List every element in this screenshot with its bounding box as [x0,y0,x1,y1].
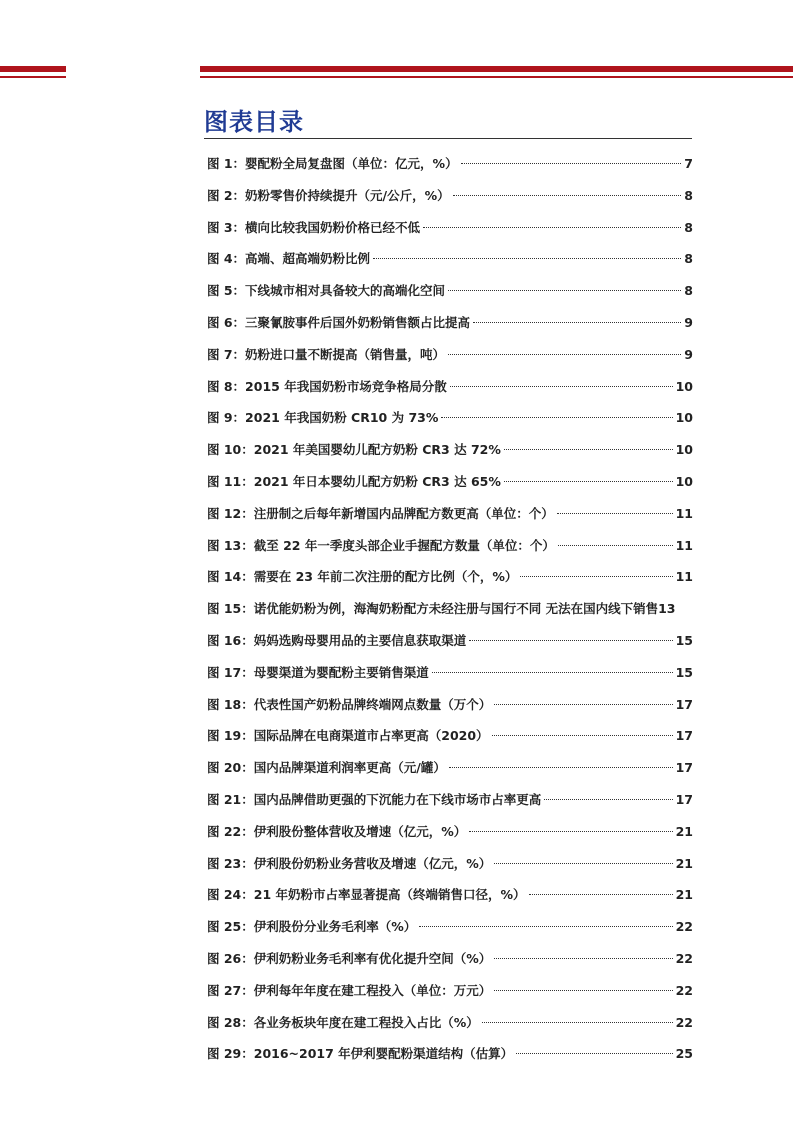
toc-entry-page: 17 [675,728,693,744]
dot-leader [449,767,673,768]
dot-leader [520,576,672,577]
toc-entry-page: 17 [675,760,693,776]
header-bar-left-thin [0,76,66,78]
toc-entry-label: 图 5：下线城市相对具备较大的高端化空间 [207,283,446,299]
toc-entry[interactable] [207,625,693,657]
toc-entry[interactable] [207,816,693,848]
toc-entry[interactable] [207,911,693,943]
toc-entry[interactable] [207,720,693,752]
dot-leader [469,640,672,641]
toc-entry[interactable] [207,943,693,975]
toc-entry-page: 11 [675,569,693,585]
toc-entry-label: 图 25：伊利股份分业务毛利率（%） [207,919,417,935]
toc-entry-label: 图 16：妈妈选购母婴用品的主要信息获取渠道 [207,632,467,648]
toc-entry-page: 22 [675,1014,693,1030]
toc-entry[interactable] [207,243,693,275]
header-bar-left [0,66,66,72]
toc-entry-page: 17 [675,696,693,712]
toc-entry-page: 15 [675,664,693,680]
toc-entry-label: 图 4：高端、超高端奶粉比例 [207,251,371,267]
dot-leader [482,1022,673,1023]
toc-entry[interactable] [207,434,693,466]
toc-entry-page: 10 [675,378,693,394]
toc-entry-label: 图 12：注册制之后每年新增国内品牌配方数更高（单位：个） [207,505,554,521]
dot-leader [494,863,672,864]
toc-entry-page: 10 [675,442,693,458]
dot-leader [423,227,681,228]
dot-leader [504,481,673,482]
toc-entry-page: 22 [675,950,693,966]
toc-entry-label: 图 21：国内品牌借助更强的下沉能力在下线市场市占率更高 [207,791,542,807]
dot-leader [529,894,673,895]
toc-entry-page: 7 [684,156,693,171]
toc-entry-label: 图 23：伊利股份奶粉业务营收及增速（亿元，%） [207,855,492,871]
toc-entry-label: 图 18：代表性国产奶粉品牌终端网点数量（万个） [207,696,492,712]
toc-entry-page: 8 [684,283,693,299]
toc-entry[interactable] [207,180,693,212]
dot-leader [450,386,673,387]
toc-entry-page: 10 [675,473,693,489]
toc-entry[interactable] [207,466,693,498]
toc-entry-label: 图 29：2016~2017 年伊利婴配粉渠道结构（估算） [207,1046,514,1062]
toc-entry[interactable] [207,689,693,721]
toc-entry-label: 图 6：三聚氰胺事件后国外奶粉销售额占比提高 [207,314,471,330]
dot-leader [469,831,672,832]
toc-entry[interactable] [207,752,693,784]
toc-entry-page: 10 [675,410,693,426]
toc-entry-page: 21 [675,855,693,871]
dot-leader [492,735,673,736]
toc-entry-page: 9 [684,314,693,330]
dot-leader [504,449,673,450]
toc-entry[interactable] [207,784,693,816]
toc-entry[interactable] [207,975,693,1007]
toc-entry-page: 11 [675,505,693,521]
toc-entry[interactable] [207,879,693,911]
header-bar-right [200,66,793,72]
page-title: 图表目录 [204,108,304,136]
toc-entry-label: 图 14：需要在 23 年前二次注册的配方比例（个，%） [207,569,518,585]
toc-entry-page: 21 [675,823,693,839]
toc-entry-label: 图 22：伊利股份整体营收及增速（亿元，%） [207,823,467,839]
toc-entry-page: 8 [684,187,693,203]
toc-entry-label: 图 7：奶粉进口量不断提高（销售量，吨） [207,346,446,362]
toc-entry[interactable] [207,848,693,880]
toc-entry[interactable] [207,212,693,244]
toc-entry[interactable] [207,1007,693,1039]
dot-leader [448,354,681,355]
toc-entry[interactable] [207,593,693,625]
dot-leader [516,1053,672,1054]
toc-entry-label: 图 28：各业务板块年度在建工程投入占比（%） [207,1014,479,1030]
toc-entry-page: 13 [658,601,676,617]
dot-leader [473,322,681,323]
toc-entry[interactable] [207,1038,693,1070]
toc-entry-label: 图 27：伊利每年年度在建工程投入（单位：万元） [207,982,492,998]
toc-entry[interactable] [207,339,693,371]
toc-entry-label: 图 17：母婴渠道为婴配粉主要销售渠道 [207,664,429,680]
header-bar-right-thin [200,76,793,78]
toc-entry[interactable] [207,498,693,530]
toc-entry-label: 图 1：婴配粉全局复盘图（单位：亿元，%） [207,156,458,171]
toc-entry[interactable] [207,148,693,180]
title-divider [204,138,692,139]
toc-entry[interactable] [207,275,693,307]
toc-entry-label: 图 13：截至 22 年一季度头部企业手握配方数量（单位：个） [207,537,555,553]
toc-entry-label: 图 26：伊利奶粉业务毛利率有优化提升空间（%） [207,950,492,966]
toc-entry[interactable] [207,530,693,562]
toc-entry[interactable] [207,657,693,689]
toc-entry-page: 22 [675,982,693,998]
toc-entry-page: 17 [675,791,693,807]
toc-entry-label: 图 2：奶粉零售价持续提升（元/公斤，%） [207,187,450,203]
toc-entry-page: 8 [684,219,693,235]
toc-entry-label: 图 19：国际品牌在电商渠道市占率更高（2020） [207,728,489,744]
toc-entry-page: 15 [675,632,693,648]
toc-entry-page: 8 [684,251,693,267]
dot-leader [419,926,672,927]
toc-entry-label: 图 24：21 年奶粉市占率显著提高（终端销售口径，%） [207,887,526,903]
toc-entry-page: 21 [675,887,693,903]
dot-leader [557,513,673,514]
dot-leader [494,990,672,991]
toc-entry[interactable] [207,561,693,593]
dot-leader [494,704,672,705]
dot-leader [432,672,673,673]
dot-leader [544,799,672,800]
dot-leader [441,417,672,418]
toc-entry-label: 图 20：国内品牌渠道利润率更高（元/罐） [207,760,446,776]
dot-leader [461,163,682,164]
toc-entry-page: 11 [675,537,693,553]
dot-leader [558,545,673,546]
dot-leader [453,195,682,196]
figure-list [207,148,693,1070]
toc-entry-label: 图 9：2021 年我国奶粉 CR10 为 73% [207,410,439,426]
toc-entry[interactable] [207,402,693,434]
dot-leader [494,958,672,959]
toc-entry-label: 图 15：诺优能奶粉为例，海淘奶粉配方未经注册与国行不同 无法在国内线下销售 [207,601,659,617]
toc-entry-page: 25 [675,1046,693,1062]
toc-entry-label: 图 11：2021 年日本婴幼儿配方奶粉 CR3 达 65% [207,473,501,489]
dot-leader [373,258,681,259]
toc-entry[interactable] [207,371,693,403]
dot-leader [448,290,681,291]
toc-entry-page: 22 [675,919,693,935]
toc-entry-page: 9 [684,346,693,362]
toc-entry-label: 图 8：2015 年我国奶粉市场竞争格局分散 [207,378,447,394]
toc-entry-label: 图 3：横向比较我国奶粉价格已经不低 [207,219,421,235]
toc-entry[interactable] [207,307,693,339]
toc-entry-label: 图 10：2021 年美国婴幼儿配方奶粉 CR3 达 72% [207,442,501,458]
